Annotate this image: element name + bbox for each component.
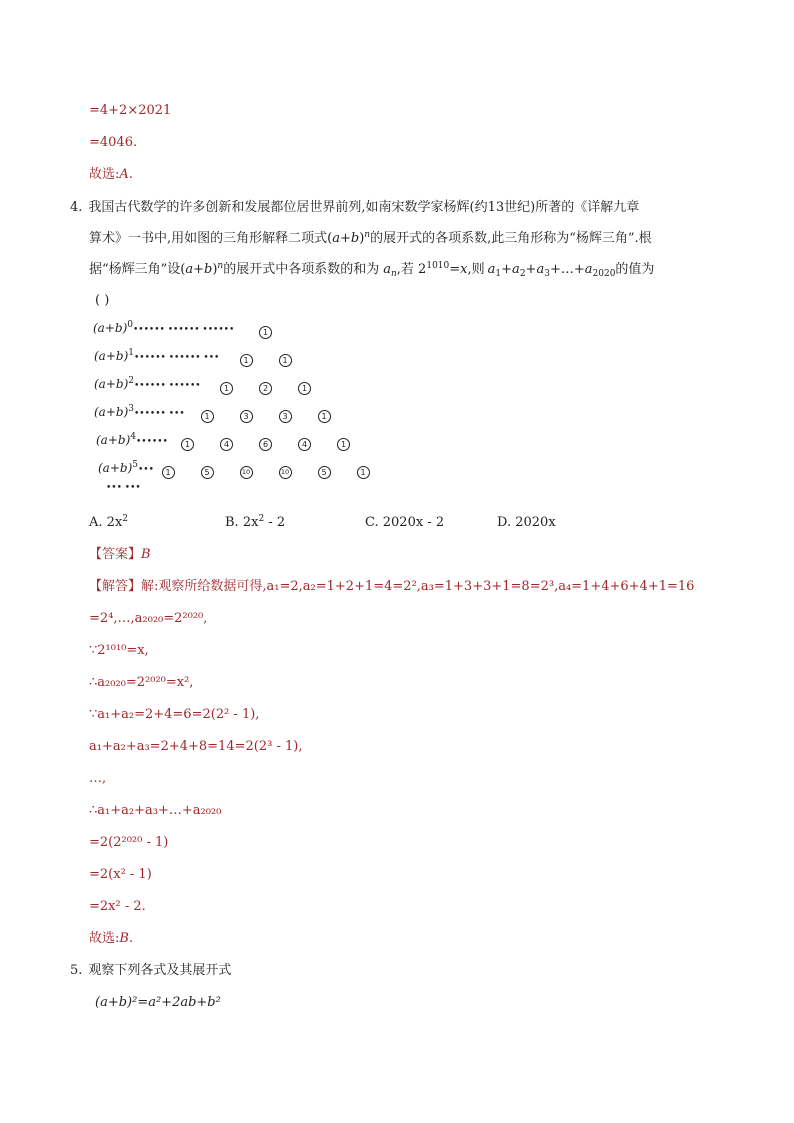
triangle-row-label: $(a+b)^1••••••$ •••••• ••• <box>94 348 220 363</box>
triangle-continuation-dots: ••• ••• <box>106 483 141 493</box>
triangle-coefficient: 3 <box>240 410 253 423</box>
triangle-coefficient: 4 <box>220 438 233 451</box>
option-c: C. 2020x - 2 <box>365 515 445 530</box>
triangle-coefficient: 1 <box>279 354 292 367</box>
triangle-coefficient: 3 <box>279 410 292 423</box>
triangle-row-label: $(a+b)^2••••••$ •••••• <box>94 376 201 391</box>
solution-choice: 故选:A. <box>89 167 133 182</box>
triangle-coefficient: 1 <box>357 466 370 479</box>
analysis-line-11: =2x² - 2. <box>89 899 146 914</box>
triangle-coefficient: 1 <box>298 382 311 395</box>
triangle-coefficient: 4 <box>298 438 311 451</box>
answer-bracket: ( ) <box>95 293 110 308</box>
triangle-coefficient: 1 <box>259 326 272 339</box>
analysis-line-6: a₁+a₂+a₃=2+4+8=14=2(2³ - 1), <box>89 739 303 754</box>
solution-line: =4+2×2021 <box>89 103 172 118</box>
triangle-coefficient: 1 <box>337 438 350 451</box>
analysis-line-9: =2(2²⁰²⁰ - 1) <box>89 835 169 850</box>
triangle-coefficient: 5 <box>318 466 331 479</box>
analysis-line-10: =2(x² - 1) <box>89 867 152 882</box>
answer-line: 【答案】B <box>89 547 151 562</box>
triangle-coefficient: 1 <box>181 438 194 451</box>
triangle-coefficient: 10 <box>240 466 253 479</box>
option-b: B. $2x^2 - 2$ <box>225 514 286 530</box>
triangle-coefficient: 10 <box>279 466 292 479</box>
triangle-coefficient: 1 <box>240 354 253 367</box>
analysis-line-2: =2⁴,…,a₂₀₂₀=2²⁰²⁰, <box>89 611 208 626</box>
analysis-line-1: 【解答】解:观察所给数据可得,a₁=2,a₂=1+2+1=4=2²,a₃=1+3+3+1=8=2³,a₄=1+4+6+4+1=16 <box>89 579 695 594</box>
triangle-coefficient: 1 <box>318 410 331 423</box>
triangle-row-label: $(a+b)^5•••$ <box>98 460 154 475</box>
analysis-line-3: ∵2¹⁰¹⁰=x, <box>89 643 149 658</box>
triangle-coefficient: 2 <box>259 382 272 395</box>
triangle-row-label: $(a+b)^0••••••$ •••••• •••••• <box>93 320 235 335</box>
triangle-coefficient: 1 <box>220 382 233 395</box>
triangle-coefficient: 5 <box>201 466 214 479</box>
analysis-line-7: …, <box>89 771 107 786</box>
question-4-text-line-3: 据“杨辉三角”设$(a+b)^n$的展开式中各项系数的和为 $a_n$,若 $2^{1010}=x$,则 $a_1+a_2+a_3+\dots+a_{2020}$的值为 <box>89 261 655 279</box>
triangle-coefficient: 1 <box>201 410 214 423</box>
triangle-coefficient: 6 <box>259 438 272 451</box>
option-a: A. $2x^2$ <box>89 514 129 530</box>
option-d: D. 2020x <box>497 515 556 530</box>
triangle-row-label: $(a+b)^3••••••$ ••• <box>94 404 185 419</box>
solution-line: =4046. <box>89 135 138 150</box>
question-4-text-line-1: 4. 我国古代数学的许多创新和发展都位居世界前列,如南宋数学家杨辉(约13世纪)所著的《详解九章 <box>70 200 640 215</box>
solution-choice: 故选:B. <box>89 931 134 946</box>
question-4-text-line-2: 算术》一书中,用如图的三角形解释二项式$(a+b)^n$的展开式的各项系数,此三角形称为“杨辉三角”.根 <box>89 230 652 246</box>
triangle-row-label: $(a+b)^4••••••$ <box>96 432 168 447</box>
analysis-line-4: ∴a₂₀₂₀=2²⁰²⁰=x², <box>89 675 194 690</box>
triangle-coefficient: 1 <box>162 466 175 479</box>
analysis-line-5: ∵a₁+a₂=2+4=6=2(2² - 1), <box>89 707 260 722</box>
question-5-formula: (a+b)²=a²+2ab+b² <box>95 995 221 1010</box>
question-5-text: 5. 观察下列各式及其展开式 <box>70 963 232 978</box>
analysis-line-8: ∴a₁+a₂+a₃+…+a₂₀₂₀ <box>89 803 222 818</box>
